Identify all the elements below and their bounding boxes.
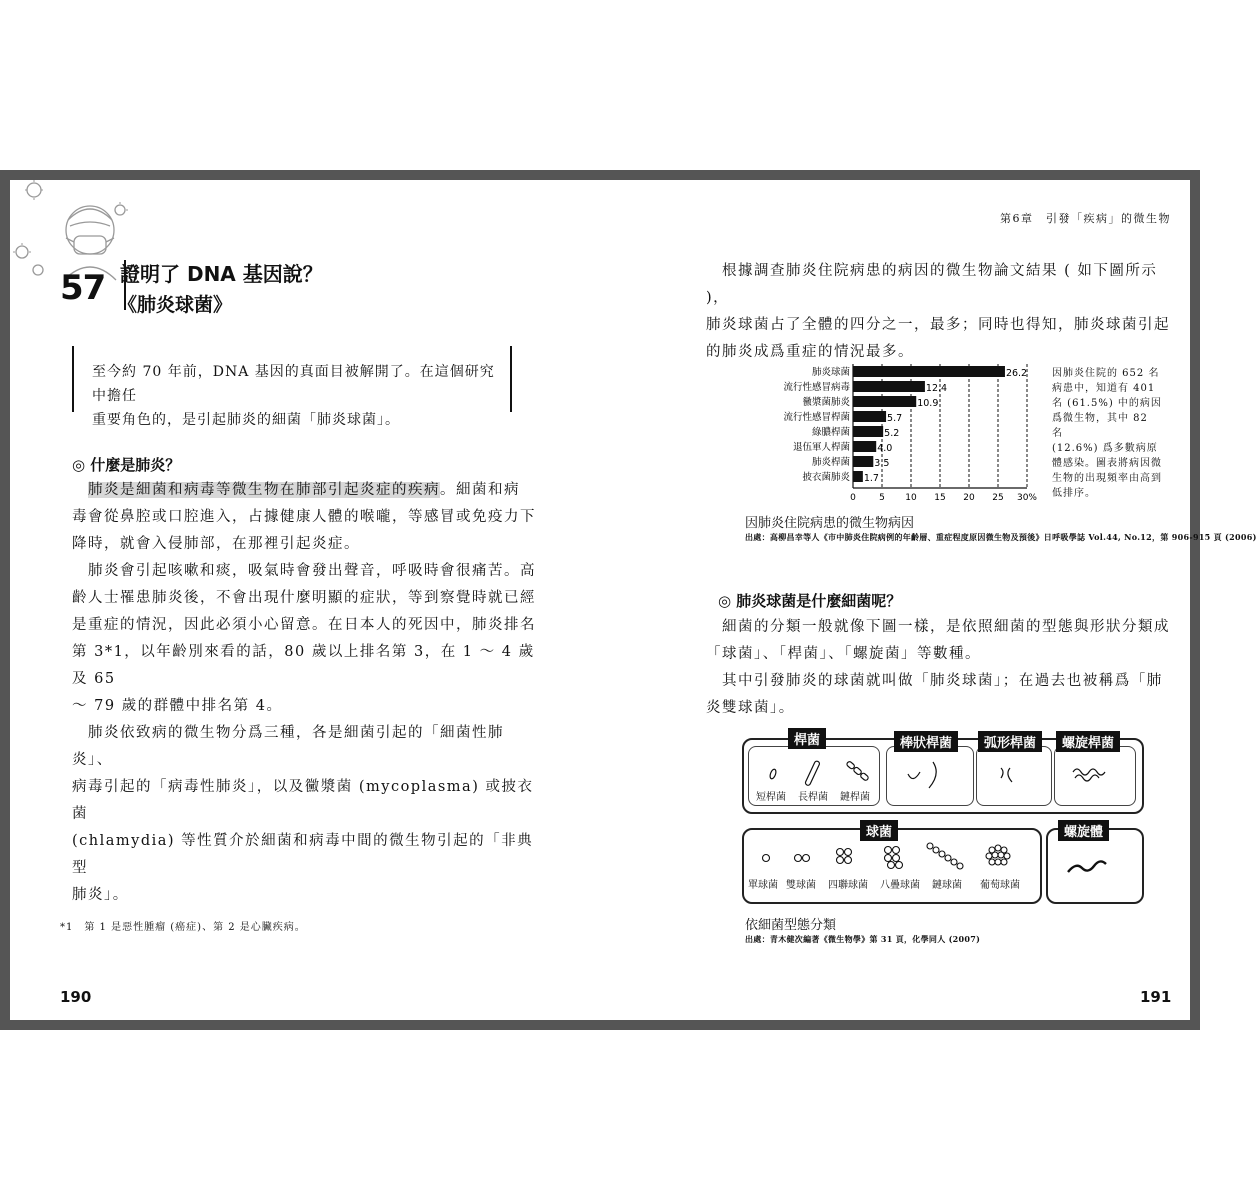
paragraph-line: 其中引發肺炎的球菌就叫做「肺炎球菌」；在過去也被稱爲「肺 [722,673,1163,689]
rod-group-label: 桿菌 [788,728,826,749]
summary-line: 重要角色的，是引起肺炎的細菌「肺炎球菌」。 [92,412,400,428]
paragraph-survey-intro [706,258,1176,366]
book-spread [10,180,1257,1020]
chart-bar [853,381,925,392]
paragraph-line: (chlamydia) 等性質介於細菌和病毒中間的微生物引起的「非典型 [72,833,534,876]
paragraph-line: 肺炎依致病的微生物分爲三種，各是細菌引起的「細菌性肺炎」、 [72,725,504,768]
page-title: 證明了 DNA 基因說？ [120,262,323,286]
paragraph-line: 的肺炎成爲重症的情況最多。 [706,344,914,360]
spiral-group-label: 螺旋桿菌 [1056,731,1120,752]
paragraph-line: 肺炎球菌占了全體的四分之一，最多；同時也得知，肺炎球菌引起 [706,317,1170,333]
chapter-number: 57 [60,268,106,308]
chart-bar [853,441,876,452]
summary-box [72,346,512,428]
chart-category-label: 肺炎桿菌 [811,457,850,468]
chart-note-line: (12.6%) 爲多數病原 [1052,443,1158,454]
cocci-type-label: 單球菌 [748,880,778,891]
chart-category-label: 黴漿菌肺炎 [802,397,850,408]
paragraph-line: 病毒引起的「病毒性肺炎」，以及黴漿菌 (mycoplasma) 或披衣菌 [72,779,534,822]
chart-note-line: 生物的出現頻率由高到 [1052,473,1162,484]
spirochete-group-label: 螺旋體 [1058,820,1109,841]
chart-category-label: 流行性感冒桿菌 [783,412,850,423]
paragraph-line: ～ 79 歲的群體中排名第 4。 [72,698,283,714]
chart-x-tick-label: 10 [905,493,917,503]
paragraph-line: 毒會從鼻腔或口腔進入，占據健康人體的喉嚨，等感冒或免疫力下 [72,509,536,525]
paragraph-pneumonia-definition [72,477,542,558]
chart-value-label: 3.5 [874,458,890,469]
paragraph-line: 降時，就會入侵肺部，在那裡引起炎症。 [72,536,360,552]
chart-value-label: 10.9 [917,398,939,409]
rod-type-label: 短桿菌 [756,792,786,803]
diagram-source: 出處：青木健次編著《微生物學》第 31 頁，化學同人 (2007) [745,934,981,944]
chart-note-line: 名 (61.5%) 中的病因 [1052,398,1162,409]
paragraph-line: 是重症的情況，因此必須小心留意。在日本人的死因中，肺炎排名 [72,617,536,633]
chart-x-tick-label: 15 [934,493,946,503]
chart-x-ticks [850,493,1037,503]
paragraph-line: 肺炎」。 [72,887,129,903]
cocci-type-label: 雙球菌 [786,880,816,891]
chart-bar [853,396,916,407]
chart-note-line: 低排序。 [1052,488,1096,499]
cocci-shapes-icon [746,838,1036,874]
diagram-caption: 依細菌型態分類 [745,918,837,933]
chart-x-tick-label: 30% [1016,493,1038,503]
cocci-group-label: 球菌 [860,820,898,841]
paragraph-line: 肺炎會引起咳嗽和痰，吸氣時會發出聲音，呼吸時會很痛苦。高 [88,563,536,579]
chart-category-labels [783,366,850,483]
chart-bar [853,411,886,422]
page-subtitle: 《肺炎球菌》 [118,294,233,316]
paragraph-pneumonia-symptoms [72,558,542,720]
chart-x-tick-label: 20 [963,493,975,503]
chart-note-line: 因肺炎住院的 652 名 [1052,368,1160,379]
chart-value-label: 5.2 [884,428,900,439]
chart-source: 出處：高柳昌幸等人《市中肺炎住院病例的年齡層、重症程度原因微生物及預後》日呼吸學誌 Vol.44, No.12，第 906-915 頁 (2006) [745,532,1257,542]
rodlike-group-label: 棒狀桿菌 [894,731,958,752]
rod-type-label: 長桿菌 [798,792,828,803]
paragraph-line: 齡人士罹患肺炎後，不會出現什麼明顯的症狀，等到察覺時就已經 [72,590,536,606]
page-number-left: 190 [60,988,92,1006]
chart-value-label: 5.7 [887,413,903,424]
paragraph-line: 「球菌」、「桿菌」、「螺旋菌」等數種。 [706,646,981,662]
chart-x-tick-label: 0 [850,493,856,503]
section-heading-pneumococcus: ◎ 肺炎球菌是什麼細菌呢？ [718,592,902,610]
chart-bar [853,456,873,467]
definition-tail: 。細菌和病 [440,482,520,498]
chart-value-label: 4.0 [877,443,893,454]
bar-chart [750,360,1050,505]
paragraph-line: 第 3*1，以年齡別來看的話，80 歲以上排名第 3，在 1 ～ 4 歲及 65 [72,644,535,687]
chart-bar [853,471,863,482]
spirochete-shape-icon [1054,846,1134,886]
paragraph-pneumonia-types [72,720,542,909]
chart-note-line: 體感染。圖表將病因微 [1052,458,1162,469]
chart-category-label: 綠膿桿菌 [811,427,850,438]
highlighted-definition: 肺炎是細菌和病毒等微生物在肺部引起炎症的疾病 [88,482,440,498]
running-head: 第6章 引發「疾病」的微生物 [1000,212,1171,225]
footnote: *1 第 1 是惡性腫瘤 (癌症)、第 2 是心臟疾病。 [60,922,306,933]
paragraph-line: 根據調查肺炎住院病患的病因的微生物論文結果 ( 如下圖所示 )， [706,263,1158,306]
bacteria-shape-diagram [742,728,1152,918]
chart-category-label: 肺炎球菌 [811,367,850,378]
summary-line: 至今約 70 年前，DNA 基因的真面目被解開了。在這個研究中擔任 [92,364,495,404]
cocci-type-label: 葡萄球菌 [980,880,1020,891]
cocci-type-label: 四聯球菌 [828,880,868,891]
chart-note-line: 爲微生物，其中 82 名 [1052,413,1148,439]
paragraph-line: 細菌的分類一般就像下圖一樣，是依照細菌的型態與形狀分類成 [722,619,1170,635]
vibrio-group-label: 弧形桿菌 [978,731,1042,752]
chart-caption: 因肺炎住院病患的微生物病因 [745,516,915,531]
page-number-right: 191 [1140,988,1172,1006]
chart-x-tick-label: 25 [992,493,1004,503]
chart-category-label: 退伍軍人桿菌 [792,442,850,453]
chart-note-line: 病患中，知道有 401 [1052,383,1156,394]
paragraph-line [72,477,542,504]
chart-category-label: 流行性感冒病毒 [783,382,850,393]
cocci-type-label: 鏈球菌 [932,880,962,891]
rod-shapes-icon [748,752,1138,792]
chart-note [1052,366,1162,501]
chart-x-tick-label: 5 [879,493,885,503]
chart-value-label: 26.2 [1005,368,1028,379]
chart-bar [853,366,1005,377]
chart-category-label: 披衣菌肺炎 [802,472,850,483]
section-heading-pneumonia: ◎ 什麼是肺炎？ [72,456,181,474]
chart-bar [853,426,883,437]
chart-value-label: 1.7 [863,473,879,484]
rod-type-label: 鏈桿菌 [840,792,870,803]
paragraph-bacteria-classification [706,614,1176,722]
paragraph-line: 炎雙球菌」。 [706,700,795,716]
cocci-type-label: 八疊球菌 [880,880,920,891]
chart-value-label: 12.4 [925,383,948,394]
